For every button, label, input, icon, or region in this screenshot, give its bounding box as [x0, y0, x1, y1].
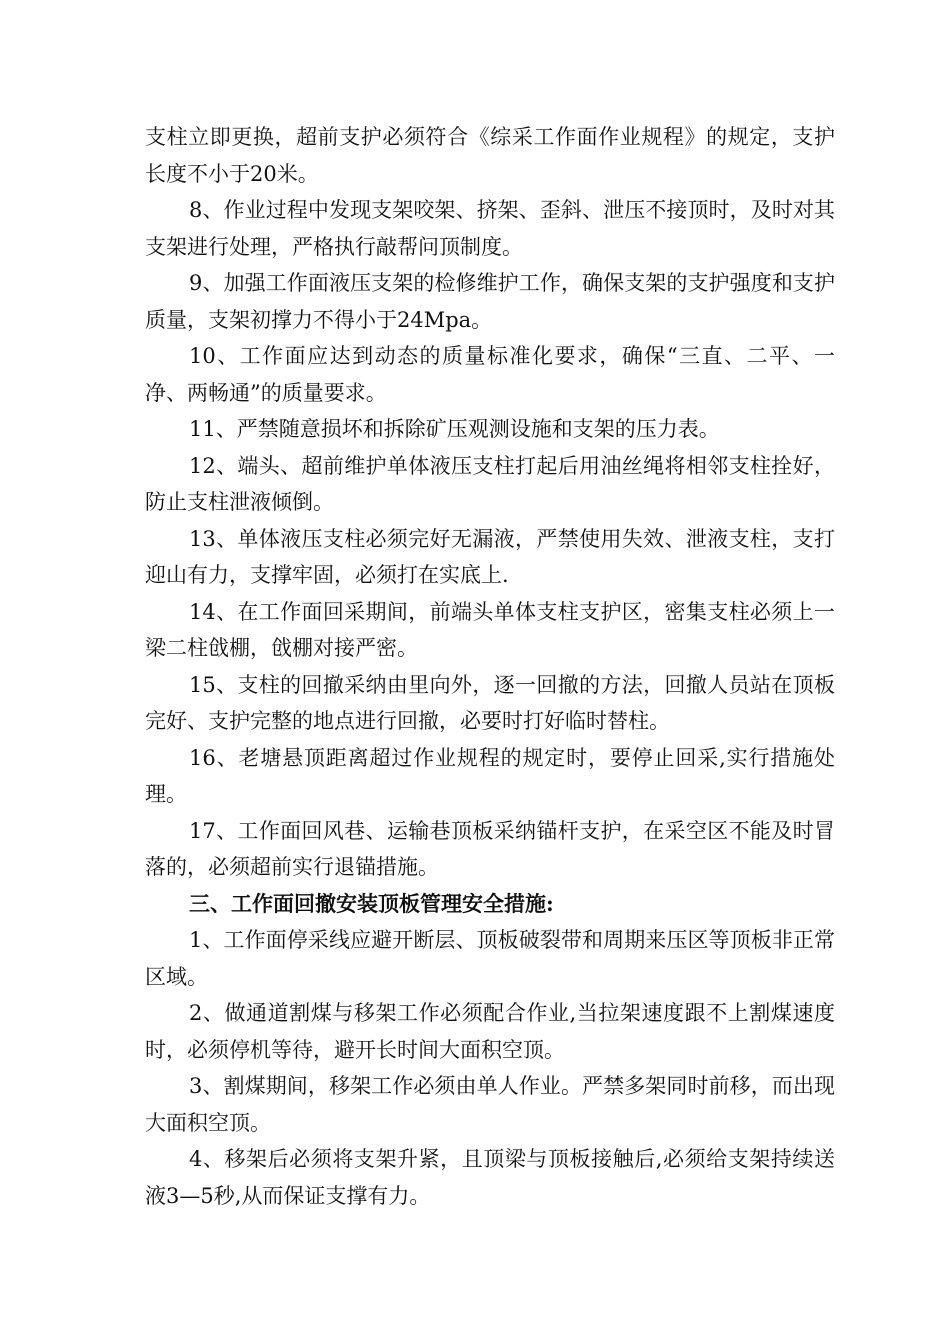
paragraph-item-10: 10、工作面应达到动态的质量标准化要求，确保“三直、二平、一净、两畅通”的质量要求。 — [145, 344, 835, 405]
paragraph-item-12: 12、端头、超前维护单体液压支柱打起后用油丝绳将相邻支柱拴好，防止支柱泄液倾倒。 — [145, 453, 835, 514]
paragraph-item-15: 15、支柱的回撤采纳由里向外，逐一回撤的方法，回撤人员站在顶板完好、支护完整的地点进行回撤，必要时打好临时替柱。 — [145, 672, 835, 733]
section-item-1: 1、工作面停采线应避开断层、顶板破裂带和周期来压区等顶板非正常区域。 — [145, 928, 835, 989]
paragraph-continuation: 支柱立即更换，超前支护必须符合《综采工作面作业规程》的规定，支护长度不小于20米。 — [145, 125, 835, 186]
paragraph-item-14: 14、在工作面回采期间，前端头单体支柱支护区，密集支柱必须上一梁二柱戗棚，戗棚对接严密。 — [145, 599, 835, 660]
section-item-4: 4、移架后必须将支架升紧，且顶梁与顶板接触后,必须给支架持续送液3—5秒,从而保证支撑有力。 — [145, 1147, 835, 1208]
paragraph-item-16: 16、老塘悬顶距离超过作业规程的规定时，要停止回采,实行措施处理。 — [145, 745, 835, 806]
section-heading: 三、工作面回撤安装顶板管理安全措施: — [189, 890, 554, 916]
section-item-2: 2、做通道割煤与移架工作必须配合作业,当拉架速度跟不上割煤速度时，必须停机等待，避开长时间大面积空顶。 — [145, 1001, 835, 1062]
paragraph-item-8: 8、作业过程中发现支架咬架、挤架、歪斜、泄压不接顶时，及时对其支架进行处理，严格执行敲帮问顶制度。 — [145, 198, 835, 259]
paragraph-item-13: 13、单体液压支柱必须完好无漏液，严禁使用失效、泄液支柱，支打迎山有力，支撑牢固，必须打在实底上. — [145, 526, 835, 587]
paragraph-item-17: 17、工作面回风巷、运输巷顶板采纳锚杆支护，在采空区不能及时冒落的，必须超前实行退锚措施。 — [145, 818, 835, 879]
paragraph-item-9: 9、加强工作面液压支架的检修维护工作，确保支架的支护强度和支护质量，支架初撑力不得小于24Mpa。 — [145, 271, 835, 332]
section-item-3: 3、割煤期间，移架工作必须由单人作业。严禁多架同时前移，而出现大面积空顶。 — [145, 1074, 835, 1135]
paragraph-item-11: 11、严禁随意损坏和拆除矿压观测设施和支架的压力表。 — [189, 417, 720, 441]
document-body — [145, 119, 835, 1214]
